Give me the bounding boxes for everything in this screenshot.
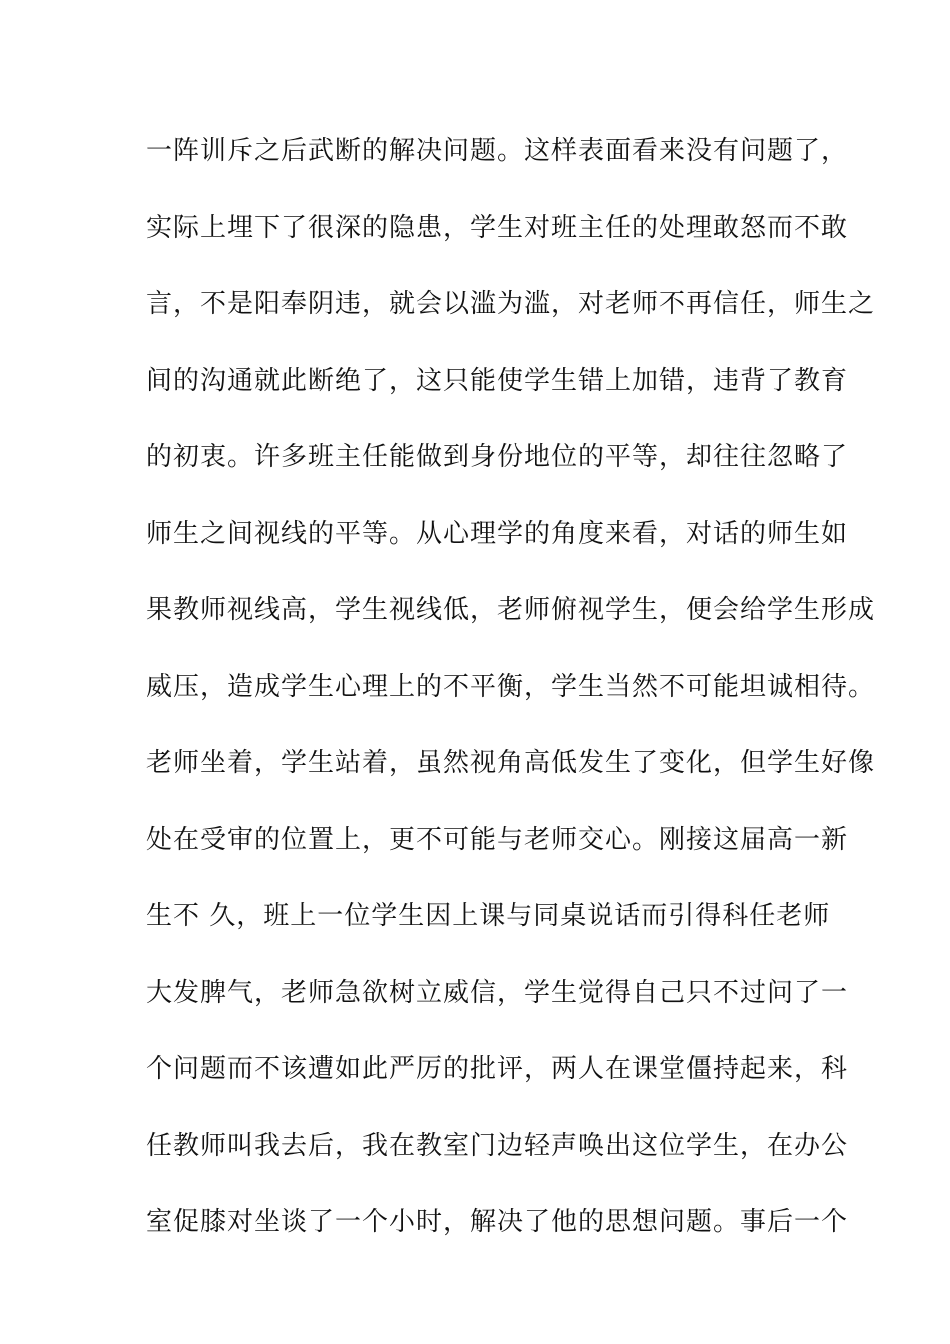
text-line-8: 威压，造成学生心理上的不平衡，学生当然不可能坦诚相待。 xyxy=(146,671,876,702)
text-line-9: 老师坐着，学生站着，虽然视角高低发生了变化，但学生好像 xyxy=(146,748,876,778)
text-line-5: 的初衷。许多班主任能做到身份地位的平等，却往往忽略了 xyxy=(146,442,849,472)
text-line-12: 大发脾气，老师急欲树立威信，学生觉得自己只不过问了一 xyxy=(146,977,849,1008)
text-line-10: 处在受审的位置上，更不可能与老师交心。刚接这届高一新 xyxy=(146,824,849,855)
text-line-3: 言，不是阳奉阴违，就会以滥为滥，对老师不再信任，师生之 xyxy=(146,289,876,319)
text-line-7: 果教师视线高，学生视线低，老师俯视学生，便会给学生形成 xyxy=(146,595,876,625)
body-text xyxy=(146,126,876,1274)
text-line-14: 任教师叫我去后，我在教室门边轻声唤出这位学生，在办公 xyxy=(146,1130,849,1161)
text-line-15: 室促膝对坐谈了一个小时，解决了他的思想问题。事后一个 xyxy=(146,1207,849,1237)
text-line-11: 生不 久，班上一位学生因上课与同桌说话而引得科任老师 xyxy=(146,901,831,931)
text-line-2: 实际上埋下了很深的隐患，学生对班主任的处理敢怒而不敢 xyxy=(146,212,849,243)
text-line-6: 师生之间视线的平等。从心理学的角度来看，对话的师生如 xyxy=(146,518,849,549)
text-line-13: 个问题而不该遭如此严厉的批评，两人在课堂僵持起来，科 xyxy=(146,1054,849,1084)
text-line-1: 一阵训斥之后武断的解决问题。这样表面看来没有问题了， xyxy=(146,136,849,166)
text-line-4: 间的沟通就此断绝了，这只能使学生错上加错，违背了教育 xyxy=(146,365,849,396)
